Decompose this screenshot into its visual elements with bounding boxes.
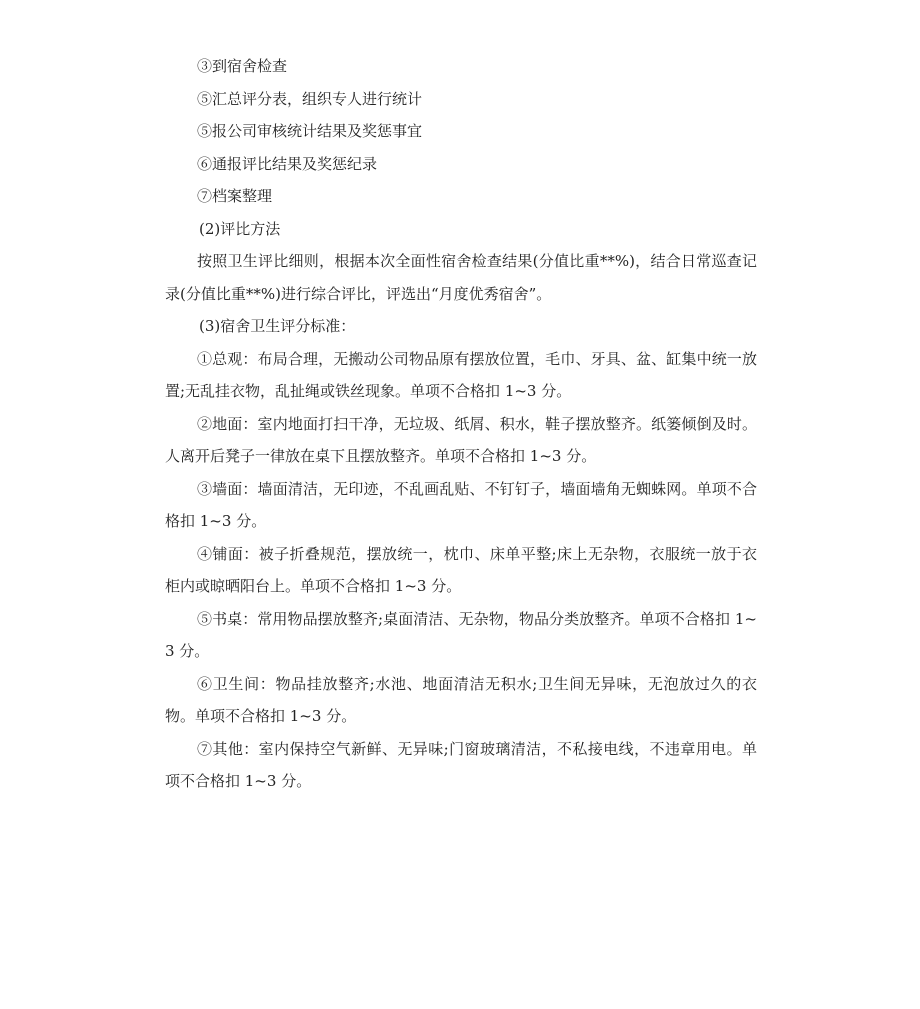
step-item-report: ⑤报公司审核统计结果及奖惩事宜 (197, 122, 423, 140)
section-heading-criteria: (3)宿舍卫生评分标准： (199, 317, 356, 335)
step-item-archive: ⑦档案整理 (197, 187, 273, 205)
criteria-item-other: ⑦其他：室内保持空气新鲜、无异味;门窗玻璃清洁，不私接电线，不违章用电。单项不合格扣 1~3 分。 (165, 739, 757, 790)
criteria-item-desk: ⑤书桌：常用物品摆放整齐;桌面清洁、无杂物，物品分类放整齐。单项不合格扣 1~3 分。 (165, 609, 757, 660)
method-paragraph: 按照卫生评比细则，根据本次全面性宿舍检查结果(分值比重**%)，结合日常巡查记录(分值比重**%)进行综合评比，评选出“月度优秀宿舍”。 (165, 252, 757, 303)
criteria-item-bathroom: ⑥卫生间：物品挂放整齐;水池、地面清洁无积水;卫生间无异味，无泡放过久的衣物。单项不合格扣 1~3 分。 (165, 674, 757, 725)
section-heading-method: (2)评比方法 (199, 219, 281, 238)
criteria-item-overall: ①总观：布局合理，无搬动公司物品原有摆放位置，毛巾、牙具、盆、缸集中统一放置;无乱挂衣物，乱扯绳或铁丝现象。单项不合格扣 1~3 分。 (165, 349, 757, 400)
criteria-item-floor: ②地面：室内地面打扫干净，无垃圾、纸屑、积水，鞋子摆放整齐。纸篓倾倒及时。人离开后凳子一律放在桌下且摆放整齐。单项不合格扣 1~3 分。 (165, 414, 757, 465)
criteria-item-bed: ④铺面：被子折叠规范，摆放统一，枕巾、床单平整;床上无杂物，衣服统一放于衣柜内或晾晒阳台上。单项不合格扣 1~3 分。 (165, 544, 757, 595)
step-item-notify: ⑥通报评比结果及奖惩纪录 (197, 154, 378, 173)
document-body (165, 50, 757, 798)
step-item-inspect: ③到宿舍检查 (197, 57, 288, 75)
step-item-summary: ⑤汇总评分表，组织专人进行统计 (197, 89, 423, 108)
criteria-item-wall: ③墙面：墙面清洁，无印迹，不乱画乱贴、不钉钉子，墙面墙角无蜘蛛网。单项不合格扣 1~3 分。 (165, 479, 757, 530)
